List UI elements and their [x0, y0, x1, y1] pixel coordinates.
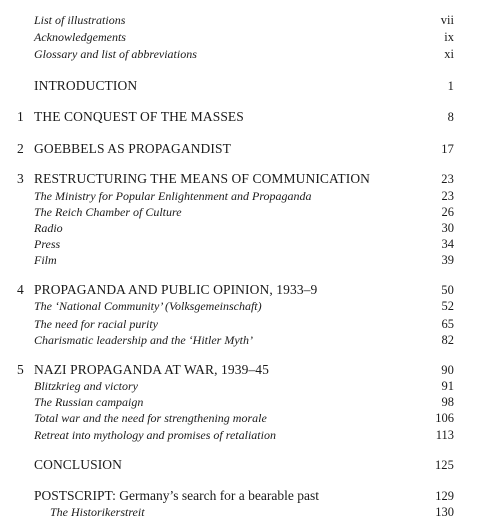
entry-page: 98 [441, 395, 454, 409]
toc-entry-section [0, 251, 481, 269]
entry-page: 8 [447, 110, 454, 124]
toc-entry-historikerstreit [0, 503, 481, 521]
entry-page: 50 [441, 283, 454, 297]
entry-title: POSTSCRIPT: Germany’s search for a bearable past [34, 488, 320, 503]
entry-title: Charismatic leadership and the ‘Hitler Myth’ [34, 333, 253, 347]
entry-title: The need for racial purity [34, 317, 158, 331]
entry-page: 106 [435, 411, 454, 425]
chapter-number: 4 [17, 282, 24, 297]
entry-title: CONCLUSION [34, 457, 123, 472]
entry-title: Total war and the need for strengthening morale [34, 411, 267, 425]
toc-entry-conclusion [0, 456, 481, 474]
entry-title: Blitzkrieg and victory [34, 379, 138, 393]
chapter-number: 2 [17, 141, 24, 156]
entry-page: ix [444, 30, 454, 44]
entry-title: The ‘National Community’ (Volksgemeinschaft) [34, 299, 262, 313]
entry-page: 30 [441, 221, 454, 235]
chapter-number: 1 [17, 109, 24, 124]
entry-title: GOEBBELS AS PROPAGANDIST [34, 141, 231, 156]
toc-entry-glossary [0, 45, 481, 63]
entry-title: Retreat into mythology and promises of retaliation [34, 428, 276, 442]
entry-page: 113 [435, 428, 454, 442]
entry-page: 65 [441, 317, 454, 331]
entry-page: 125 [434, 458, 454, 472]
entry-page: 1 [447, 79, 454, 93]
entry-page: 52 [441, 299, 454, 313]
entry-page: 82 [441, 333, 454, 347]
entry-page: 39 [441, 253, 454, 267]
entry-page: 90 [441, 363, 454, 377]
toc-entry-list-of-illustrations [0, 11, 481, 29]
entry-page: 23 [441, 172, 454, 186]
chapter-number: 5 [17, 362, 24, 377]
entry-page: 26 [441, 205, 454, 219]
entry-page: 129 [435, 489, 454, 503]
toc-entry-introduction [0, 77, 481, 95]
entry-title: NAZI PROPAGANDA AT WAR, 1939–45 [34, 362, 270, 377]
entry-title: The Russian campaign [34, 395, 144, 409]
entry-title: THE CONQUEST OF THE MASSES [34, 109, 244, 124]
toc-entry-chapter-1 [0, 108, 481, 126]
entry-title: The Ministry for Popular Enlightenment and Propaganda [34, 189, 312, 203]
entry-title: Radio [34, 221, 63, 235]
entry-title: The Reich Chamber of Culture [34, 205, 182, 219]
toc-entry-section [0, 331, 481, 349]
toc-entry-section [0, 426, 481, 444]
toc-entry-section [0, 409, 481, 427]
toc-entry-chapter-2 [0, 140, 481, 158]
entry-page: vii [440, 13, 454, 27]
entry-title: Acknowledgements [34, 30, 126, 44]
entry-title: Press [34, 237, 61, 251]
toc-entry-section [0, 297, 481, 315]
entry-title: INTRODUCTION [34, 78, 138, 93]
entry-page: xi [444, 47, 454, 61]
toc-entry-chapter-3 [0, 170, 481, 188]
entry-title: The Historikerstreit [50, 505, 145, 519]
entry-page: 17 [441, 142, 454, 156]
entry-title: List of illustrations [34, 13, 126, 27]
entry-title: PROPAGANDA AND PUBLIC OPINION, 1933–9 [34, 282, 318, 297]
chapter-number: 3 [17, 171, 24, 186]
entry-title: Glossary and list of abbreviations [34, 47, 197, 61]
entry-page: 130 [435, 505, 454, 519]
entry-page: 34 [441, 237, 454, 251]
entry-page: 91 [441, 379, 454, 393]
entry-title: RESTRUCTURING THE MEANS OF COMMUNICATION [34, 171, 371, 186]
entry-page: 23 [441, 189, 454, 203]
toc-entry-acknowledgements [0, 28, 481, 46]
entry-title: Film [34, 253, 57, 267]
